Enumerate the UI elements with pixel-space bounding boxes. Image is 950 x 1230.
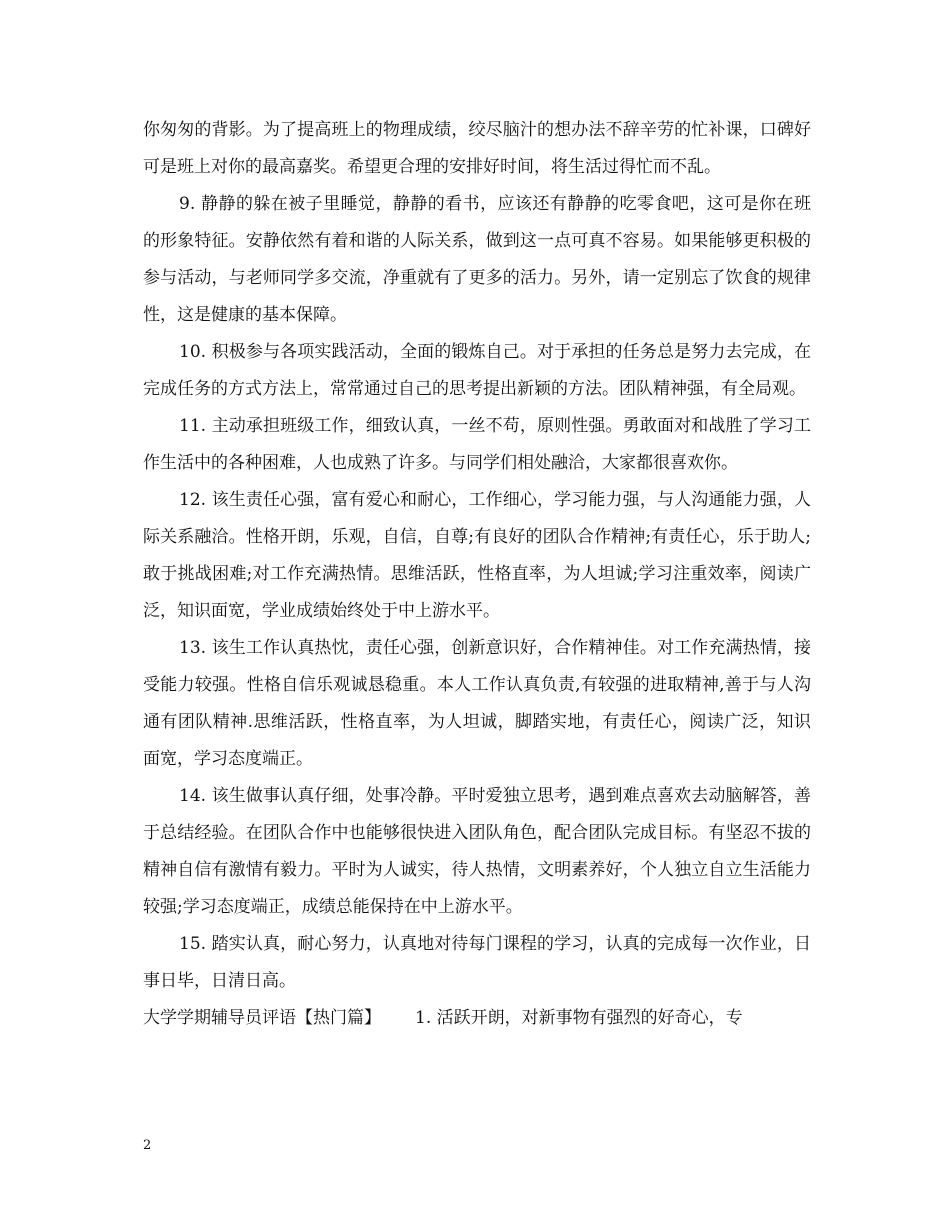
paragraph-item-9: 9. 静静的躲在被子里睡觉，静静的看书，应该还有静静的吃零食吧，这可是你在班的形象特征。安静依然有着和谐的人际关系，做到这一点可真不容易。如果能够更积极的参与活动，与老师同学多交流，净重就有了更多的活力。另外，请一定别忘了饮食的规律性，这是健康的基本保障。 xyxy=(143,194,811,325)
section-heading-line xyxy=(143,1000,811,1037)
section-title: 大学学期辅导员评语【热门篇】 xyxy=(143,1008,381,1028)
paragraph-item-15: 15. 踏实认真，耐心努力，认真地对待每门课程的学习，认真的完成每一次作业，日事日毕，日清日高。 xyxy=(143,934,811,991)
section-first-item: 1. 活跃开朗，对新事物有强烈的好奇心，专 xyxy=(415,1008,743,1028)
paragraph-item-10: 10. 积极参与各项实践活动，全面的锻炼自己。对于承担的任务总是努力去完成，在完成任务的方式方法上，常常通过自己的思考提出新颖的方法。团队精神强，有全局观。 xyxy=(143,342,811,399)
page-number: 2 xyxy=(143,1138,152,1153)
document-body xyxy=(143,112,811,1037)
paragraph-item-11: 11. 主动承担班级工作，细致认真，一丝不苟，原则性强。勇敢面对和战胜了学习工作生活中的各种困难，人也成熟了许多。与同学们相处融洽，大家都很喜欢你。 xyxy=(143,416,811,473)
paragraph-continuation: 你匆匆的背影。为了提高班上的物理成绩，绞尽脑汁的想办法不辞辛劳的忙补课，口碑好可是班上对你的最高嘉奖。希望更合理的安排好时间，将生活过得忙而不乱。 xyxy=(143,120,811,177)
paragraph-item-12: 12. 该生责任心强，富有爱心和耐心，工作细心，学习能力强，与人沟通能力强，人际关系融洽。性格开朗，乐观，自信，自尊;有良好的团队合作精神;有责任心，乐于助人;敢于挑战困难;对工作充满热情。思维活跃，性格直率，为人坦诚;学习注重效率，阅读广泛，知识面宽，学业成绩始终处于中上游水平。 xyxy=(143,490,811,621)
paragraph-item-14: 14. 该生做事认真仔细，处事冷静。平时爱独立思考，遇到难点喜欢去动脑解答，善于总结经验。在团队合作中也能够很快进入团队角色，配合团队完成目标。有坚忍不拔的精神自信有激情有毅力。平时为人诚实，待人热情，文明素养好，个人独立自立生活能力较强;学习态度端正，成绩总能保持在中上游水平。 xyxy=(143,786,811,917)
paragraph-item-13: 13. 该生工作认真热忱，责任心强，创新意识好，合作精神佳。对工作充满热情，接受能力较强。性格自信乐观诚恳稳重。本人工作认真负责,有较强的进取精神,善于与人沟通有团队精神.思维活跃，性格直率，为人坦诚，脚踏实地，有责任心，阅读广泛，知识面宽，学习态度端正。 xyxy=(143,638,811,769)
